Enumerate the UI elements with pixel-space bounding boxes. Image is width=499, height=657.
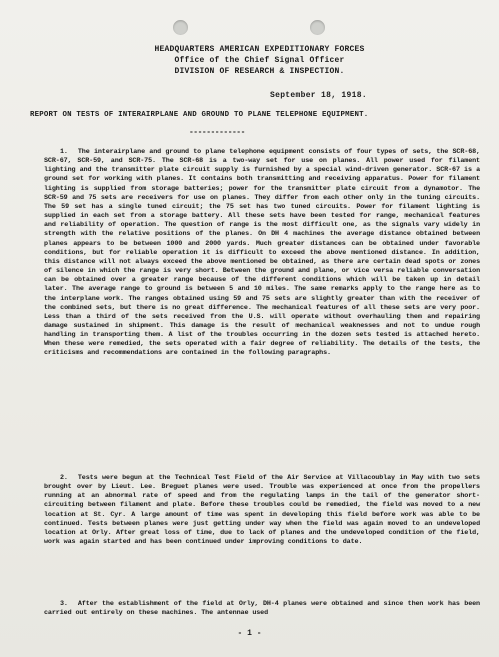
page-number: - 1 -: [237, 629, 262, 638]
paragraph-number: 3.: [60, 600, 68, 608]
paragraph-3: [44, 600, 480, 618]
letterhead-line-2: Office of the Chief Signal Officer: [174, 56, 345, 65]
paragraph-text: After the establishment of the field at Orly, DH-4 planes were obtained and since then work has been carried out entirely on these machines. The antennae used: [44, 600, 480, 618]
report-date: September 18, 1918.: [270, 91, 367, 100]
letterhead-line-1: HEADQUARTERS AMERICAN EXPEDITIONARY FORCES: [154, 45, 365, 54]
paragraph-1: [44, 148, 480, 359]
paragraph-2: [44, 474, 480, 547]
report-title: REPORT ON TESTS OF INTERAIRPLANE AND GROUND TO PLANE TELEPHONE EQUIPMENT.: [30, 111, 369, 119]
letterhead-line-3: DIVISION OF RESEARCH & INSPECTION.: [174, 67, 345, 76]
letterhead: [0, 44, 499, 77]
paragraph-number: 2.: [60, 474, 68, 482]
separator-rule: -------------: [189, 128, 245, 137]
punch-hole-right: [310, 20, 325, 35]
punch-hole-left: [173, 20, 188, 35]
paragraph-number: 1.: [60, 148, 68, 156]
paragraph-text: Tests were begun at the Technical Test Field of the Air Service at Villacoublay in May with two sets brought over by Lieut. Lee. Breguet planes were used. Trouble was experienced at once from the propellers running at an abnormal rate of speed and from the regulating lamps in the tail of the generator short-circuiting between filament and plate. Before these troubles could be remedied, the field was moved to a new location at St. Cyr. A large amount of time was spent in developing this field before work was able to be continued. Tests between planes were just getting under way when the field was again moved to an undeveloped location at Orly. After great loss of time, due to lack of planes and the undeveloped condition of the field, work was again started and has been continued under improving conditions to date.: [44, 474, 480, 547]
paragraph-text: The interairplane and ground to plane telephone equipment consists of four types of sets, the SCR-68, SCR-67, SCR-59, and SCR-75. The SCR-68 is a two-way set for use on planes. All power used for filament lighting and the transmitter plate circuit supply is furnished by a special wind-driven generator. SCR-67 is a ground set for working with planes. It contains both transmitting and receiving apparatus. Power for filament lighting is supplied from storage batteries; power for the transmitter plate circuit from a dynamotor. The SCR-59 and 75 sets are receivers for use on planes. They differ from each other only in the tuning circuits. The 59 set has a single tuned circuit; the 75 set has two tuned circuits. Power for filament lighting is supplied in each set from a storage battery. All these sets have been tested for range, mechanical features and reliability of operation. The question of range is the most difficult one, as the signals vary widely in strength with the relative positions of the planes. On DH 4 machines the average distance obtained between planes appears to be between 1000 and 2000 yards. Much greater distances can be obtained under favorable conditions, but for reliable operation it is difficult to exceed the above mentioned distance. In addition, this distance will not always exceed the above mentioned be obtained, as there are certain dead spots or zones of silence in which the range is very short. Between the ground and plane, or vice versa reliable conversation can be obtained over a greater range because of the different conditions which will be taken up in detail later. The average range to ground is between 5 and 10 miles. The same remarks apply to the range here as to the interplane work. The ranges obtained using 59 and 75 sets are slightly greater than with the receiver of the combined sets, but there is no great difference. The mechanical features of all these sets are very poor. Less than a third of the sets received from the U.S. will operate without overhauling them and repairing damage sustained in shipment. This damage is the result of mechanical weaknesses and not to undue rough handling in transporting them. A list of the troubles occurring in the dozen sets tested is attached hereto. When these were remedied, the sets operated with a fair degree of reliability. The details of the tests, the criticisms and recommendations are contained in the following paragraphs.: [44, 148, 480, 358]
